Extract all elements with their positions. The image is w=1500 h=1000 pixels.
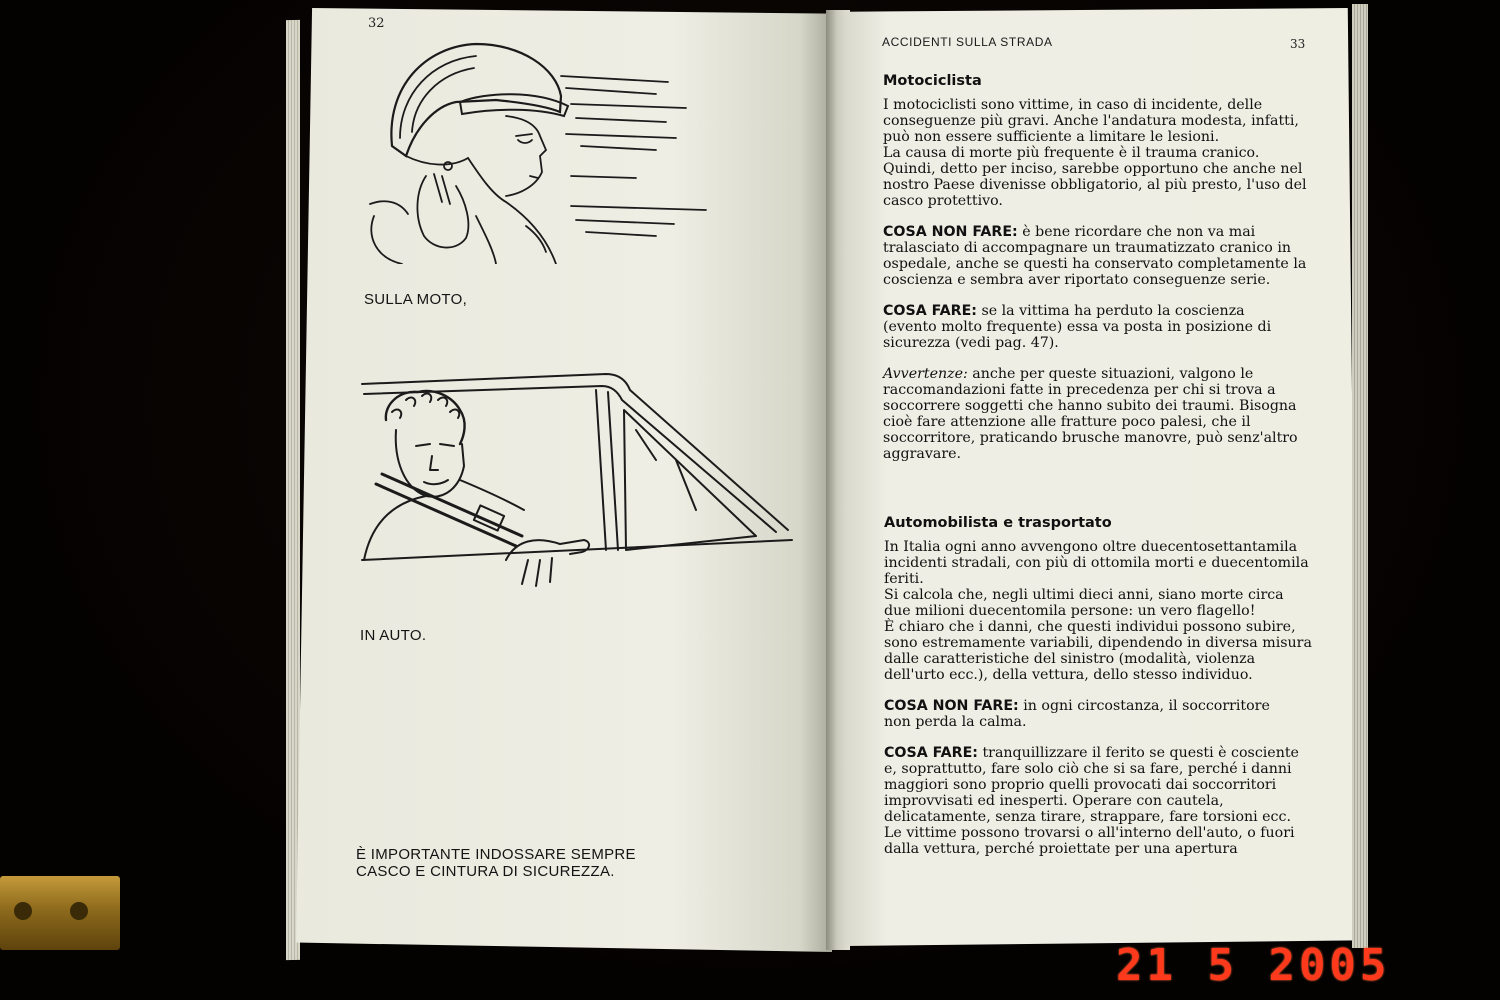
text-line: dalle caratteristiche del sinistro (modalità, violenza [884,651,1256,667]
text-line: non perda la calma. [884,714,1027,730]
text-run: in ogni circostanza, il soccorritore [1018,698,1270,714]
text-line: feriti. [884,571,924,587]
text-line: cioè fare attenzione alle fratture poco palesi, che il [883,414,1251,430]
text-run: anche per queste situazioni, valgono le [967,366,1254,382]
text-line [883,303,1335,319]
text-line: maggiori sono proprio quelli provocati dai soccorritori [884,777,1277,793]
text-line: dell'urto ecc.), della vettura, dello stesso individuo. [884,667,1253,683]
cosa-fare-label: COSA FARE: [884,745,978,761]
section-heading: Automobilista e trasportato [884,515,1112,531]
text-line: nostro Paese divenisse obbligatorio, al più presto, l'uso del [883,177,1307,193]
safety-reminder-line: È IMPORTANTE INDOSSARE SEMPRE [356,846,636,863]
text-line: conseguenze più gravi. Anche l'andatura modesta, infatti, [883,113,1299,129]
avvertenze-label: Avvertenze: [883,366,968,382]
text-line: coscienza e sembra aver riportato conseguenze serie. [883,272,1271,288]
cosa-non-fare-label: COSA NON FARE: [884,698,1019,714]
motorcyclist-helmet-illustration [356,26,716,264]
paragraph [883,366,1335,462]
running-head: ACCIDENTI SULLA STRADA [882,35,1053,49]
text-line: sicurezza (vedi pag. 47). [883,335,1059,351]
paragraph [884,539,1336,683]
text-line: e, soprattutto, fare solo ciò che si sa fare, perché i danni [884,761,1292,777]
text-line: tralasciato di accompagnare un traumatizzato cranico in [883,240,1292,256]
text-run: è bene ricordare che non va mai [1017,224,1256,240]
text-line: È chiaro che i danni, che questi individui possono subire, [884,619,1296,635]
text-line: raccomandazioni fatte in precedenza per chi si trova a [883,382,1276,398]
paragraph [883,224,1335,288]
text-line: I motociclisti sono vittime, in caso di incidente, delle [883,97,1263,113]
text-line: delicatamente, senza tirare, strappare, fare torsioni ecc. [884,809,1291,825]
safety-reminder-line: CASCO E CINTURA DI SICUREZZA. [356,863,615,880]
text-line: La causa di morte più frequente è il trauma cranico. [883,145,1260,161]
paragraph [883,303,1335,351]
text-line: aggravare. [883,446,962,462]
text-run: tranquillizzare il ferito se questi è cosciente [977,745,1299,761]
text-line: soccorritore, praticando brusche manovre, può senz'altro [883,430,1298,446]
text-line: dalla vettura, perché proiettate per una apertura [884,841,1238,857]
paragraph [883,97,1335,209]
right-page-number: 33 [1290,37,1306,51]
text-line: incidenti stradali, con più di ottomila morti e duecentomila [884,555,1309,571]
section-heading: Motociclista [883,73,982,89]
text-line: due milioni duecentomila persone: un vero flagello! [884,603,1256,619]
driver-seatbelt-illustration [356,360,796,600]
text-line [884,698,1336,714]
safety-reminder [356,846,636,880]
text-line [883,224,1335,240]
text-line [884,745,1336,761]
text-line [883,366,1335,382]
section-automobilista [884,515,1336,872]
cosa-non-fare-label: COSA NON FARE: [883,224,1018,240]
text-line: Le vittime possono trovarsi o all'interno dell'auto, o fuori [884,825,1295,841]
text-line: casco protettivo. [883,193,1003,209]
camera-date-stamp: 21 5 2005 [1116,940,1391,991]
paragraph [884,745,1336,857]
text-line: sono estremamente variabili, dipendendo in diversa misura [884,635,1312,651]
text-line: soccorrere soggetti che hanno subito dei traumi. Bisogna [883,398,1297,414]
cosa-fare-label: COSA FARE: [883,303,977,319]
text-line: Quindi, detto per inciso, sarebbe opportuno che anche nel [883,161,1303,177]
text-line: (evento molto frequente) essa va posta in posizione di [883,319,1272,335]
text-line: In Italia ogni anno avvengono oltre duecentosettantamila [884,539,1298,555]
text-line: improvvisati ed inesperti. Operare con cautela, [884,793,1224,809]
text-run: se la vittima ha perduto la coscienza [976,303,1245,319]
left-page-edges [286,20,300,960]
caption-moto: SULLA MOTO, [364,291,468,308]
left-page-number: 32 [368,16,385,31]
text-line: può non essere sufficiente a limitare le lesioni. [883,129,1220,145]
caption-auto: IN AUTO. [360,627,427,644]
section-motociclista [883,73,1335,477]
right-page-edges [1352,4,1368,948]
paragraph [884,698,1336,730]
text-line: ospedale, anche se questi ha conservato completamente la [883,256,1307,272]
text-line: Si calcola che, negli ultimi dieci anni, siano morte circa [884,587,1284,603]
